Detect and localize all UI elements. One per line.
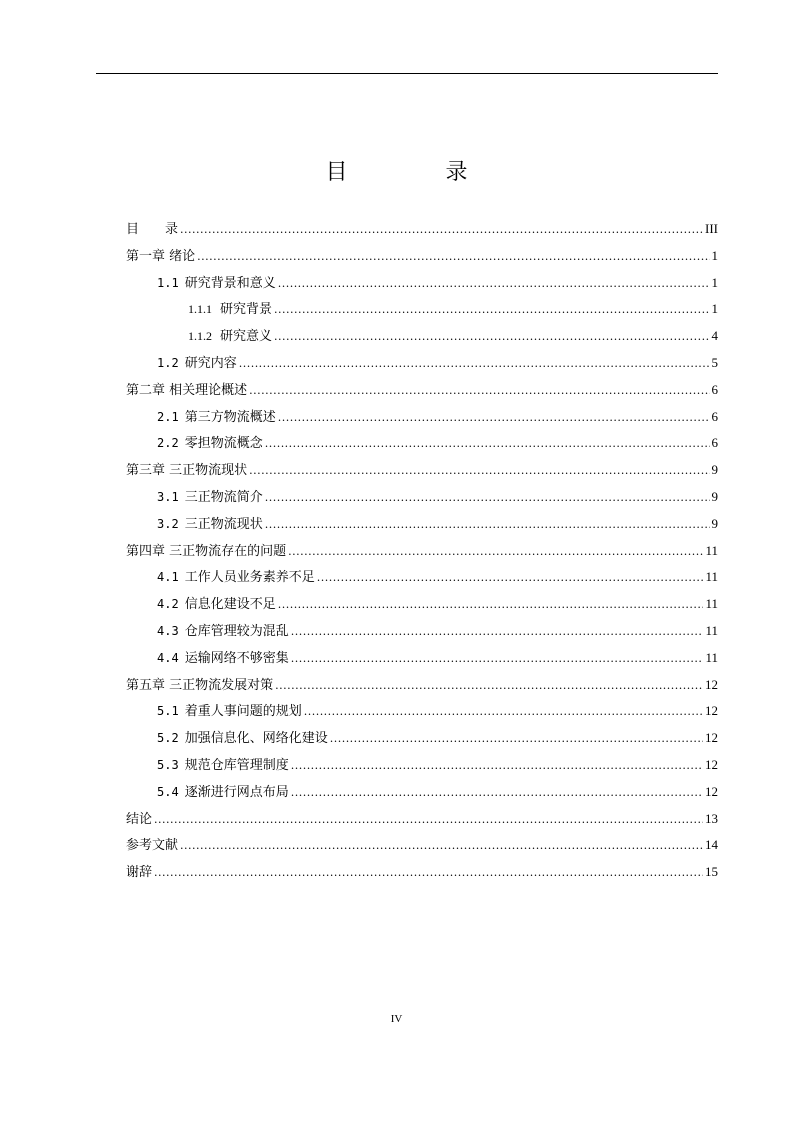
- toc-entry[interactable]: [126, 296, 718, 323]
- dot-leader: [291, 753, 703, 780]
- page-title: 目 录: [325, 160, 506, 185]
- toc-entry-title: [157, 698, 302, 726]
- toc-entry-text: 第三方物流概述: [184, 409, 276, 425]
- toc-entry-title: [126, 833, 178, 860]
- toc-entry-title: [157, 430, 263, 458]
- dot-leader: [278, 405, 710, 432]
- toc-entry-text: 加强信息化、网络化建设: [184, 731, 328, 747]
- toc-entry-text: 研究意义: [220, 329, 273, 345]
- toc-entry-title: [157, 484, 263, 512]
- toc-entry-text: 三正物流现状: [184, 516, 263, 532]
- toc-entry-title: [126, 860, 152, 887]
- dot-leader: [274, 324, 709, 351]
- toc-entry-text: 规范仓库管理制度: [184, 757, 289, 773]
- toc-entry-text: 研究内容: [184, 355, 237, 371]
- dot-leader: [180, 217, 703, 244]
- toc-entry-text: 工作人员业务素养不足: [184, 570, 315, 586]
- toc-entry-text: 参考文献: [126, 838, 179, 854]
- toc-entry-text: 研究背景和意义: [184, 275, 276, 291]
- toc-entry[interactable]: [126, 591, 718, 618]
- dot-leader: [265, 431, 710, 458]
- toc-entry[interactable]: [126, 457, 718, 484]
- toc-entry[interactable]: [126, 350, 718, 377]
- toc-entry[interactable]: [126, 618, 718, 645]
- dot-leader: [304, 699, 703, 726]
- toc-entry-page: 11: [705, 569, 718, 585]
- toc-entry-page: 12: [705, 756, 718, 772]
- footer-page-number: IV: [390, 1013, 403, 1025]
- toc-entry-title: [157, 591, 276, 619]
- toc-entry-number: 2.2: [157, 436, 179, 451]
- toc-entry-page: 9: [711, 488, 718, 504]
- toc-entry-page: 13: [705, 810, 718, 826]
- dot-leader: [274, 297, 709, 324]
- dot-leader: [265, 485, 710, 512]
- dot-leader: [291, 780, 703, 807]
- toc-entry-number: 5.2: [157, 731, 179, 746]
- toc-entry[interactable]: [126, 484, 718, 511]
- toc-entry-page: 6: [711, 435, 718, 451]
- toc-entry-text: 第一章 绪论: [126, 248, 196, 264]
- toc-entry-title: [126, 244, 195, 271]
- toc-entry-text: 逐渐进行网点布局: [184, 784, 289, 800]
- toc-entry[interactable]: [126, 806, 718, 833]
- toc-entry-page: 1: [711, 247, 718, 263]
- toc-entry-page: 4: [711, 328, 718, 344]
- toc-entry-page: 1: [711, 274, 718, 290]
- dot-leader: [317, 565, 704, 592]
- toc-entry[interactable]: [126, 404, 718, 431]
- toc-entry-title: [157, 404, 276, 432]
- dot-leader: [249, 378, 709, 405]
- toc-entry-page: 15: [705, 864, 718, 880]
- toc-entry-number: 3.2: [157, 516, 179, 531]
- toc-entry-text: 谢辞: [126, 865, 153, 881]
- toc-entry-page: 11: [705, 542, 718, 558]
- toc-entry-page: 12: [705, 783, 718, 799]
- dot-leader: [288, 539, 703, 566]
- toc-entry[interactable]: [126, 698, 718, 725]
- dot-leader: [291, 619, 704, 646]
- toc-entry-number: 4.2: [157, 597, 179, 612]
- toc-entry-text: 第五章 三正物流发展对策: [126, 677, 274, 693]
- toc-entry[interactable]: [126, 672, 718, 699]
- table-of-contents: [126, 216, 718, 886]
- toc-entry-title: [126, 458, 247, 485]
- toc-entry-text: 第四章 三正物流存在的问题: [126, 543, 287, 559]
- toc-entry[interactable]: [126, 859, 718, 886]
- toc-entry[interactable]: [126, 564, 718, 591]
- toc-entry-number: 4.4: [157, 650, 179, 665]
- toc-entry-title: [157, 564, 315, 592]
- toc-entry-page: 6: [711, 381, 718, 397]
- toc-entry-text: 第二章 相关理论概述: [126, 382, 248, 398]
- toc-entry-text: 第三章 三正物流现状: [126, 463, 248, 479]
- toc-entry-title: [157, 350, 237, 378]
- toc-entry-text: 结论: [126, 811, 153, 827]
- toc-entry-title: [188, 323, 272, 351]
- toc-entry-page: 12: [705, 676, 718, 692]
- toc-entry-title: [157, 645, 289, 673]
- toc-entry-number: 5.1: [157, 704, 179, 719]
- toc-entry-text: 零担物流概念: [184, 436, 263, 452]
- toc-entry-text: 信息化建设不足: [184, 597, 276, 613]
- dot-leader: [249, 458, 709, 485]
- dot-leader: [197, 244, 709, 271]
- toc-entry[interactable]: [126, 430, 718, 457]
- toc-entry-number: 1.2: [157, 355, 179, 370]
- toc-entry-title: [157, 270, 276, 298]
- toc-entry-title: [126, 539, 286, 566]
- toc-entry-text: 运输网络不够密集: [184, 650, 289, 666]
- toc-entry-page: 11: [705, 622, 718, 638]
- dot-leader: [154, 807, 703, 834]
- toc-entry-title: [126, 378, 247, 405]
- toc-entry-page: 12: [705, 730, 718, 746]
- toc-entry-number: 3.1: [157, 489, 179, 504]
- toc-entry-page: 5: [711, 354, 718, 370]
- dot-leader: [239, 351, 710, 378]
- toc-entry-number: 4.1: [157, 570, 179, 585]
- toc-entry-number: 1.1.1: [188, 302, 212, 317]
- toc-entry-title: [157, 618, 289, 646]
- toc-entry-text: 三正物流简介: [184, 489, 263, 505]
- dot-leader: [278, 271, 710, 298]
- toc-entry[interactable]: [126, 725, 718, 752]
- toc-entry-page: III: [705, 221, 718, 236]
- dot-leader: [265, 512, 710, 539]
- toc-entry[interactable]: [126, 511, 718, 538]
- dot-leader: [291, 646, 704, 673]
- toc-entry-page: 14: [705, 837, 718, 853]
- toc-entry-title: [157, 511, 263, 539]
- toc-entry-number: 1.1: [157, 275, 179, 290]
- dot-leader: [275, 673, 703, 700]
- toc-entry-title: [126, 673, 273, 700]
- dot-leader: [330, 726, 703, 753]
- dot-leader: [180, 833, 703, 860]
- toc-entry[interactable]: [126, 243, 718, 270]
- toc-entry[interactable]: [126, 752, 718, 779]
- dot-leader: [278, 592, 704, 619]
- toc-entry-title: [157, 725, 328, 753]
- toc-entry-page: 9: [711, 462, 718, 478]
- toc-entry-page: 9: [711, 515, 718, 531]
- toc-entry-page: 12: [705, 703, 718, 719]
- toc-entry-page: 1: [711, 301, 718, 317]
- toc-entry-title: [126, 807, 152, 834]
- toc-entry[interactable]: [126, 270, 718, 297]
- toc-entry-number: 5.3: [157, 757, 179, 772]
- toc-entry[interactable]: [126, 779, 718, 806]
- toc-entry-text: 仓库管理较为混乱: [184, 623, 289, 639]
- dot-leader: [154, 860, 703, 887]
- toc-entry-text: 目 录: [126, 222, 179, 237]
- toc-entry-text: 着重人事问题的规划: [184, 704, 302, 720]
- toc-entry-title: [188, 296, 272, 324]
- toc-entry[interactable]: [126, 216, 718, 243]
- toc-entry[interactable]: [126, 645, 718, 672]
- toc-entry[interactable]: [126, 323, 718, 350]
- toc-entry-number: 5.4: [157, 784, 179, 799]
- toc-entry-page: 11: [705, 596, 718, 612]
- toc-entry[interactable]: [126, 538, 718, 565]
- toc-entry-text: 研究背景: [220, 302, 273, 318]
- toc-entry-number: 4.3: [157, 623, 179, 638]
- toc-entry-page: 6: [711, 408, 718, 424]
- toc-entry-number: 2.1: [157, 409, 179, 424]
- toc-entry-title: [157, 779, 289, 807]
- toc-entry[interactable]: [126, 377, 718, 404]
- toc-entry-title: [126, 217, 178, 244]
- header-rule: [96, 73, 718, 74]
- toc-entry-number: 1.1.2: [188, 329, 212, 344]
- toc-entry-page: 11: [705, 649, 718, 665]
- toc-entry[interactable]: [126, 832, 718, 859]
- toc-entry-title: [157, 752, 289, 780]
